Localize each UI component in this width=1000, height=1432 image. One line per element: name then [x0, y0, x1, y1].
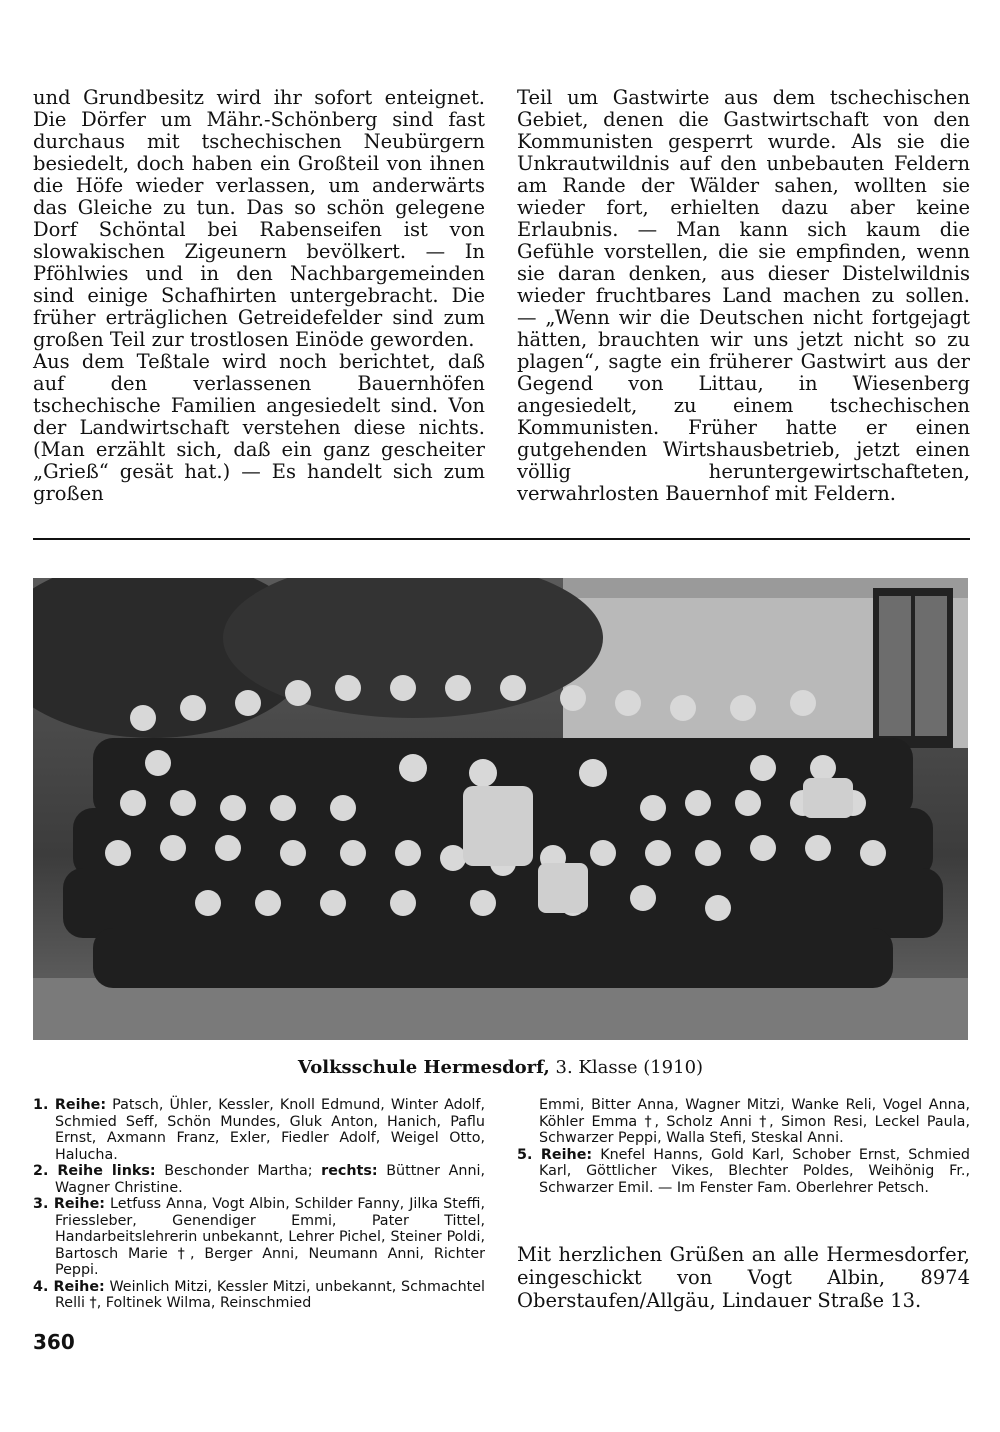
article-paragraph: Teil um Gastwirte aus dem tschechischen Gebiet, denen die Gastwirtschaft von den Kommunisten gesperrt wurde. Als sie die Unkrautwildnis auf den unbebauten Feldern am Rande der Wälder sahen, wollten sie wieder fort, erhielten dazu aber keine Erlaubnis. — Man kann sich kaum die Gefühle vorstellen, die sie empfinden, wenn sie daran denken, aus dieser Distelwildnis wieder fruchtbares Land machen zu sollen. — „Wenn wir die Deutschen nicht fortgejagt hätten, brauchten wir uns jetzt nicht so zu plagen“, sagte ein früherer Gastwirt aus der Gegend von Littau, in Wiesenberg angesiedelt, zu einem tschechischen Kommunisten. Früher hatte er einen gutgehenden Wirtshausbetrieb, jetzt einen völlig heruntergewirtschafteten, verwahrlosten Bauernhof mit Feldern.: [517, 86, 970, 505]
article-right-column: [517, 87, 970, 505]
names-row-4-continued: Emmi, Bitter Anna, Wagner Mitzi, Wanke Reli, Vogel Anna, Köhler Emma †, Scholz Anni †, Simon Resi, Leckel Paula, Schwarzer Peppi, Walla Stefi, Steskal Anni.: [539, 1097, 970, 1146]
row-names: Büttner Anni, Wagner Christine.: [55, 1163, 486, 1196]
row-label: rechts:: [321, 1163, 378, 1179]
caption-detail: 3. Klasse (1910): [555, 1057, 704, 1078]
row-label: Reihe:: [53, 1196, 106, 1212]
class-photo: [33, 578, 968, 1040]
row-number: 3.: [33, 1196, 49, 1212]
class-photo-image: [33, 578, 968, 1040]
names-row-3: [33, 1196, 485, 1279]
names-row-5: [517, 1147, 970, 1197]
row-label: Reihe:: [53, 1278, 105, 1295]
row-label: Reihe:: [540, 1146, 593, 1163]
names-left-column: [33, 1097, 485, 1312]
row-names: Letfuss Anna, Vogt Albin, Schilder Fanny, Jilka Steffi, Friessleber, Genendiger Emmi, Pater Tittel, Handarbeitslehrerin unbekannt, Lehrer Pichel, Steiner Poldi, Bartosch Marie †, Berger Anni, Neumann Anni, Richter Peppi.: [55, 1196, 485, 1278]
photo-caption: [33, 1057, 968, 1078]
row-number: 4.: [33, 1278, 49, 1295]
row-number: 5.: [517, 1146, 533, 1163]
row-label: Reihe links:: [57, 1163, 156, 1179]
article-left-column: [33, 87, 485, 505]
row-label: Reihe:: [54, 1097, 107, 1113]
row-names: Weinlich Mitzi, Kessler Mitzi, unbekannt, Schmachtel Relli †, Foltinek Wilma, Reinschmied: [55, 1278, 485, 1311]
row-number: 2.: [33, 1163, 49, 1179]
article-paragraph: Aus dem Teßtale wird noch berichtet, daß auf den verlassenen Bauernhöfen tschechische Familien angesiedelt sind. Von der Landwirtschaft verstehen diese nichts. (Man erzählt sich, daß ein ganz gescheiter „Grieß“ gesät hat.) — Es handelt sich zum großen: [33, 350, 485, 505]
row-number: 1.: [33, 1097, 49, 1113]
names-row-2: [33, 1163, 485, 1196]
divider-line: [33, 538, 970, 540]
names-right-column: [517, 1097, 970, 1196]
greeting-text: Mit herzlichen Grüßen an alle Hermesdorfer, eingeschickt von Vogt Albin, 8974 Oberstaufen/Allgäu, Lindauer Straße 13.: [517, 1243, 970, 1312]
page-number: 360: [33, 1330, 75, 1354]
caption-title: Volksschule Hermesdorf,: [297, 1057, 550, 1078]
row-names: Beschonder Martha;: [164, 1163, 313, 1179]
row-names: Patsch, Ühler, Kessler, Knoll Edmund, Winter Adolf, Schmied Seff, Schön Mundes, Gluk Anton, Hanich, Paflu Ernst, Axmann Franz, Exler, Fiedler Adolf, Weigel Otto, Halucha.: [55, 1097, 485, 1163]
names-row-4: [33, 1279, 485, 1312]
names-row-1: [33, 1097, 485, 1163]
article-paragraph: und Grundbesitz wird ihr sofort enteignet. Die Dörfer um Mähr.-Schönberg sind fast durchaus mit tschechischen Neubürgern besiedelt, doch haben ein Großteil von ihnen die Höfe wieder verlassen, um anderwärts das Gleiche zu tun. Das so schön gelegene Dorf Schöntal bei Rabenseifen ist von slowakischen Zigeunern bevölkert. — In Pföhlwies und in den Nachbargemeinden sind einige Schafhirten untergebracht. Die früher erträglichen Getreidefelder sind zum großen Teil zur trostlosen Einöde geworden.: [33, 86, 485, 351]
row-names: Knefel Hanns, Gold Karl, Schober Ernst, Schmied Karl, Göttlicher Vikes, Blechter Poldes, Weihönig Fr., Schwarzer Emil. — Im Fenster Fam. Oberlehrer Petsch.: [539, 1146, 971, 1196]
